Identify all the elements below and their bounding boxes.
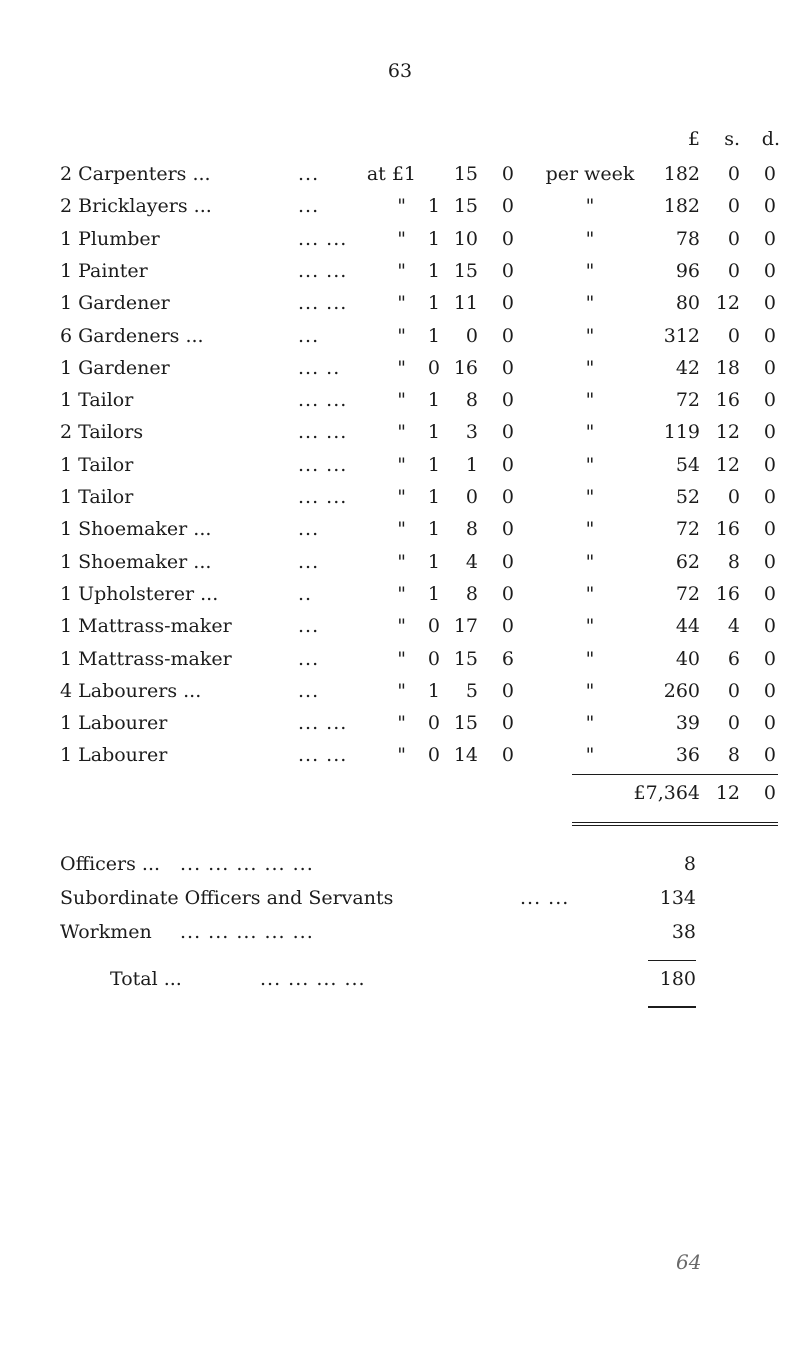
leader-dots: ... [298, 615, 320, 638]
table-row [0, 712, 800, 744]
total-pence: 0 [763, 292, 776, 315]
rate-period: " [585, 486, 595, 508]
rate-pence: 0 [501, 453, 514, 476]
total-pounds: 62 [675, 550, 700, 573]
rate-prefix: at £1 [366, 163, 416, 185]
row-label: 1 Shoemaker ... [60, 550, 212, 573]
rate-period: " [585, 744, 595, 767]
row-label: 2 Carpenters ... [60, 163, 211, 185]
rate-pence: 0 [501, 324, 514, 347]
row-label: 1 Shoemaker ... [60, 518, 212, 541]
rate-prefix: " [397, 421, 406, 444]
table-row [0, 389, 800, 421]
rate-prefix: " [397, 582, 406, 605]
summary-dots: ... ... ... ... ... [180, 853, 314, 875]
summary-total-row [0, 968, 800, 1000]
summary-rule [648, 960, 696, 961]
rate-shillings: 8 [465, 389, 478, 412]
row-label: 1 Mattrass-maker [60, 647, 232, 670]
total-shillings: 16 [715, 582, 740, 605]
total-pence: 0 [763, 259, 776, 282]
rate-pence: 0 [501, 259, 514, 282]
total-pounds: 72 [675, 389, 700, 412]
rate-pence: 6 [501, 647, 514, 670]
rate-pounds: 0 [427, 744, 440, 767]
rate-shillings: 8 [465, 518, 478, 541]
total-pence: 0 [763, 195, 776, 218]
summary-total-label: Total ... [110, 968, 182, 990]
row-label: 1 Plumber [60, 227, 160, 250]
rate-shillings: 14 [453, 744, 478, 767]
leader-dots: ... ... [298, 744, 348, 767]
table-row [0, 421, 800, 453]
summary-row [0, 921, 800, 953]
rate-pence: 0 [501, 421, 514, 444]
row-label: 1 Tailor [60, 389, 134, 412]
leader-dots: ... [298, 647, 320, 670]
total-pounds: 42 [675, 356, 700, 379]
leader-dots: ... ... [298, 421, 348, 444]
total-shillings: 12 [715, 421, 740, 444]
rate-shillings: 15 [453, 712, 478, 735]
header-shillings: s. [724, 128, 740, 150]
summary-row [0, 853, 800, 885]
double-rule-bottom [572, 825, 778, 826]
summary-value: 134 [659, 887, 696, 909]
rate-period: " [585, 453, 595, 476]
total-shillings: 12 [715, 453, 740, 476]
summary-double-rule [648, 1006, 696, 1008]
leader-dots: ... ... [298, 227, 348, 250]
rate-shillings: 16 [453, 356, 478, 379]
summary-dots: ... ... ... ... ... [180, 921, 314, 943]
rate-pence: 0 [501, 356, 514, 379]
rate-period: " [585, 550, 595, 573]
total-pence: 0 [763, 356, 776, 379]
rate-pounds: 1 [427, 324, 440, 347]
total-pence: 0 [763, 324, 776, 347]
rate-pence: 0 [501, 615, 514, 638]
rate-shillings: 10 [453, 227, 478, 250]
total-pounds: 96 [675, 259, 700, 282]
total-rule [572, 774, 778, 775]
row-label: 2 Bricklayers ... [60, 195, 212, 218]
total-shillings: 8 [727, 550, 740, 573]
row-label: 1 Mattrass-maker [60, 615, 232, 638]
total-pence: 0 [763, 227, 776, 250]
rate-shillings: 11 [453, 292, 478, 315]
total-pounds: 44 [675, 615, 700, 638]
table-row [0, 228, 800, 260]
total-pence: 0 [763, 647, 776, 670]
table-row [0, 163, 800, 195]
rate-shillings: 15 [453, 195, 478, 218]
total-pence: 0 [763, 518, 776, 541]
grand-total-pounds: £7,364 [633, 782, 700, 804]
leader-dots: ... .. [298, 356, 341, 379]
rate-pounds: 15 [453, 163, 478, 185]
total-shillings: 0 [727, 712, 740, 735]
total-pence: 0 [763, 453, 776, 476]
rate-prefix: " [397, 679, 406, 702]
row-label: 1 Tailor [60, 486, 134, 508]
rate-period: " [585, 712, 595, 735]
page-number: 63 [387, 60, 413, 82]
leader-dots: ... ... [298, 389, 348, 412]
total-pounds: 78 [675, 227, 700, 250]
rate-prefix: " [397, 389, 406, 412]
rate-pounds: 0 [427, 356, 440, 379]
rate-pence: 0 [501, 486, 514, 508]
summary-value: 38 [671, 921, 696, 943]
total-pounds: 72 [675, 582, 700, 605]
rate-prefix: " [397, 356, 406, 379]
total-pence: 0 [763, 550, 776, 573]
total-pence: 0 [763, 679, 776, 702]
rate-prefix: " [397, 518, 406, 541]
leader-dots: ... ... [298, 453, 348, 476]
rate-shillings: 0 [465, 486, 478, 508]
rate-period: " [585, 615, 595, 638]
rate-period: " [585, 324, 595, 347]
rate-shillings: 3 [465, 421, 478, 444]
rate-pence: 0 [501, 292, 514, 315]
total-shillings: 0 [727, 324, 740, 347]
leader-dots: ... ... [298, 712, 348, 735]
total-shillings: 0 [727, 195, 740, 218]
row-label: 1 Labourer [60, 744, 168, 767]
total-shillings: 18 [715, 356, 740, 379]
summary-label: Officers ... [60, 853, 161, 875]
rate-pounds: 0 [427, 712, 440, 735]
rate-pounds: 0 [427, 615, 440, 638]
table-row [0, 551, 800, 583]
table-row [0, 583, 800, 615]
rate-pence: 0 [501, 744, 514, 767]
table-row [0, 357, 800, 389]
rate-pounds: 0 [427, 647, 440, 670]
total-pence: 0 [763, 163, 776, 185]
total-pounds: 40 [675, 647, 700, 670]
grand-total-pence: 0 [763, 782, 776, 804]
total-pounds: 182 [663, 195, 700, 218]
rate-pounds: 1 [427, 550, 440, 573]
rate-prefix: " [397, 195, 406, 218]
rate-period: " [585, 259, 595, 282]
rate-prefix: " [397, 550, 406, 573]
rate-pounds: 1 [427, 453, 440, 476]
rate-pounds: 1 [427, 259, 440, 282]
leader-dots: ... [298, 550, 320, 573]
total-pence: 0 [763, 582, 776, 605]
rate-pounds: 1 [427, 582, 440, 605]
rate-pounds: 1 [427, 679, 440, 702]
table-row [0, 195, 800, 227]
rate-prefix: " [397, 292, 406, 315]
rate-pence: 0 [501, 389, 514, 412]
summary-label: Workmen [60, 921, 152, 943]
row-label: 1 Gardener [60, 356, 170, 379]
leader-dots: ... ... [298, 486, 348, 508]
table-row [0, 486, 800, 518]
rate-prefix: " [397, 453, 406, 476]
rate-shillings: 8 [465, 582, 478, 605]
rate-shillings: 0 [501, 163, 514, 185]
total-pounds: 182 [663, 163, 700, 185]
rate-shillings: 4 [465, 550, 478, 573]
row-label: 1 Painter [60, 259, 148, 282]
rate-prefix: " [397, 324, 406, 347]
rate-period: " [585, 227, 595, 250]
rate-period: " [585, 647, 595, 670]
total-pounds: 72 [675, 518, 700, 541]
rate-pence: 0 [501, 679, 514, 702]
leader-dots: ... [298, 195, 320, 218]
double-rule-top [572, 822, 778, 823]
rate-pounds: 1 [427, 292, 440, 315]
table-row [0, 260, 800, 292]
rate-prefix: " [397, 227, 406, 250]
total-pounds: 119 [663, 421, 700, 444]
summary-value: 8 [683, 853, 696, 875]
rate-period: " [585, 679, 595, 702]
total-pence: 0 [763, 486, 776, 508]
table-row [0, 325, 800, 357]
rate-pence: 0 [501, 195, 514, 218]
rate-period: " [585, 518, 595, 541]
rate-shillings: 0 [465, 324, 478, 347]
total-pence: 0 [763, 421, 776, 444]
total-pounds: 260 [663, 679, 700, 702]
rate-prefix: " [397, 615, 406, 638]
leader-dots: ... [298, 163, 320, 185]
summary-total-dots: ... ... ... ... [260, 968, 366, 990]
leader-dots: .. [298, 582, 313, 605]
total-pounds: 39 [675, 712, 700, 735]
table-row [0, 648, 800, 680]
rate-pounds: 1 [427, 421, 440, 444]
total-shillings: 0 [727, 259, 740, 282]
rate-period: " [585, 356, 595, 379]
row-label: 1 Upholsterer ... [60, 582, 219, 605]
summary-total-value: 180 [659, 968, 696, 990]
rate-period: " [585, 421, 595, 444]
rate-pounds: 1 [427, 227, 440, 250]
summary-dots: ... ... [520, 887, 570, 909]
table-row [0, 744, 800, 776]
total-shillings: 0 [727, 163, 740, 185]
row-label: 6 Gardeners ... [60, 324, 204, 347]
rate-period: " [585, 389, 595, 412]
rate-pounds: 1 [427, 389, 440, 412]
grand-total-row [0, 782, 800, 814]
total-shillings: 0 [727, 486, 740, 508]
rate-shillings: 5 [465, 679, 478, 702]
row-label: 1 Gardener [60, 292, 170, 315]
row-label: 2 Tailors [60, 421, 144, 444]
leader-dots: ... ... [298, 259, 348, 282]
total-shillings: 0 [727, 679, 740, 702]
leader-dots: ... [298, 679, 320, 702]
total-shillings: 0 [727, 227, 740, 250]
header-pence: d. [761, 128, 780, 150]
table-row [0, 615, 800, 647]
rate-pounds: 1 [427, 486, 440, 508]
leader-dots: ... [298, 518, 320, 541]
summary-row [0, 887, 800, 919]
rate-pence: 0 [501, 582, 514, 605]
rate-prefix: " [397, 259, 406, 282]
handwritten-note: 64 [676, 1250, 702, 1274]
rate-pence: 0 [501, 712, 514, 735]
grand-total-shillings: 12 [715, 782, 740, 804]
summary-label: Subordinate Officers and Servants [60, 887, 394, 909]
total-pounds: 54 [675, 453, 700, 476]
row-label: 1 Tailor [60, 453, 134, 476]
header-pounds: £ [687, 128, 700, 150]
rate-shillings: 15 [453, 647, 478, 670]
total-shillings: 6 [727, 647, 740, 670]
total-pounds: 80 [675, 292, 700, 315]
rate-pence: 0 [501, 550, 514, 573]
rate-pounds: 1 [427, 195, 440, 218]
table-row [0, 680, 800, 712]
total-shillings: 12 [715, 292, 740, 315]
row-label: 1 Labourer [60, 712, 168, 735]
leader-dots: ... [298, 324, 320, 347]
table-row [0, 518, 800, 550]
rate-prefix: " [397, 744, 406, 767]
total-pence: 0 [763, 712, 776, 735]
rate-period: " [585, 292, 595, 315]
rate-prefix: " [397, 486, 406, 508]
rate-prefix: " [397, 647, 406, 670]
total-shillings: 8 [727, 744, 740, 767]
total-shillings: 4 [727, 615, 740, 638]
total-pounds: 36 [675, 744, 700, 767]
total-pounds: 312 [663, 324, 700, 347]
rate-pence: 0 [501, 227, 514, 250]
total-pence: 0 [763, 744, 776, 767]
table-row [0, 292, 800, 324]
rate-period: " [585, 195, 595, 218]
row-label: 4 Labourers ... [60, 679, 202, 702]
rate-prefix: " [397, 712, 406, 735]
total-shillings: 16 [715, 389, 740, 412]
total-pence: 0 [763, 389, 776, 412]
rate-pence: 0 [501, 518, 514, 541]
leader-dots: ... ... [298, 292, 348, 315]
total-pounds: 52 [675, 486, 700, 508]
rate-period: " [585, 582, 595, 605]
rate-pounds: 1 [427, 518, 440, 541]
rate-shillings: 17 [453, 615, 478, 638]
rate-shillings: 1 [465, 453, 478, 476]
table-row [0, 454, 800, 486]
rate-shillings: 15 [453, 259, 478, 282]
rate-period: per week [545, 163, 635, 185]
total-shillings: 16 [715, 518, 740, 541]
total-pence: 0 [763, 615, 776, 638]
